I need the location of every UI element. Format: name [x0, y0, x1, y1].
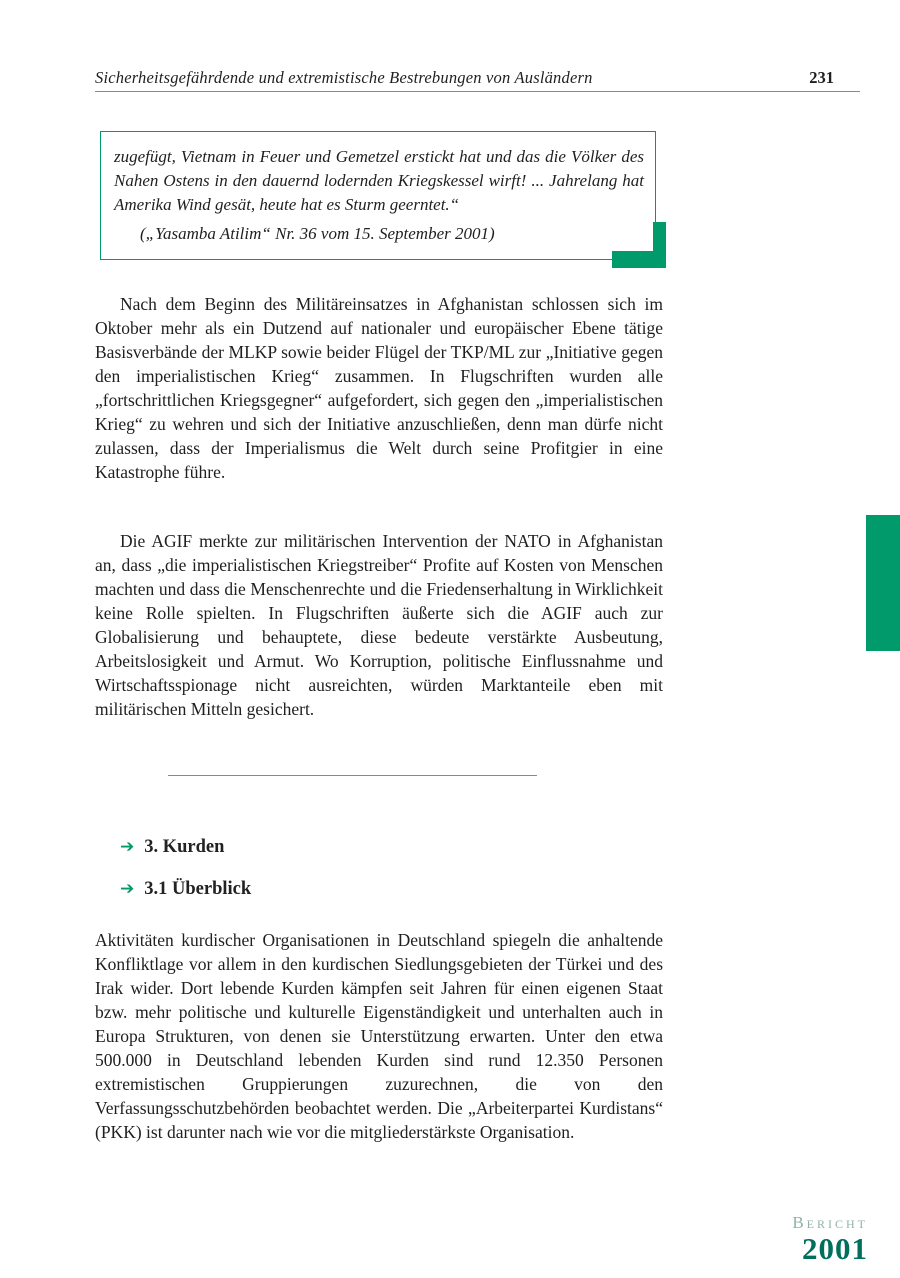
paragraph-kurden-ueberblick: Aktivitäten kurdischer Organisationen in Deutschland spiegeln die anhaltende Konfliktlage vor allem in den kurdischen Siedlungsgebieten der Türkei und des Irak wider. Dort lebende Kurden kämpfen seit Jahren für einen eigenen Staat bzw. mehr politische und kulturelle Eigenständigkeit und unterhalten auch in Europa Strukturen, von denen sie Unterstützung erwarten. Unter den etwa 500.000 in Deutschland lebenden Kurden sind rund 12.350 Personen extremistischen Gruppierungen zuzurechnen, die von den Verfassungsschutzbehörden beobachtet werden. Die „Arbeiterpartei Kurdistans“ (PKK) ist darunter nach wie vor die mitgliederstärkste Organisation.: [95, 930, 663, 1142]
heading-kurden-label: 3. Kurden: [144, 837, 225, 857]
quote-box: [100, 131, 656, 260]
paragraph-militaereinsatz: Nach dem Beginn des Militäreinsatzes in Afghanistan schlossen sich im Oktober mehr als ein Dutzend auf nationaler und europäischer Ebene tätige Basisverbände der MLKP sowie beider Flügel der TKP/ML zur „Initiative gegen den imperialistischen Krieg“ zusammen. In Flugschriften wurden alle „fortschrittlichen Kriegsgegner“ aufgefordert, sich gegen den „imperialistischen Krieg“ zu wehren und sich der Initiative anzuschließen, denn man dürfe nicht zulassen, dass der Imperialismus die Welt durch seine Profitgier in eine Katastrophe führe.: [95, 294, 663, 482]
heading-ueberblick: [120, 879, 251, 900]
paragraph-agif: Die AGIF merkte zur militärischen Intervention der NATO in Afghanistan an, dass „die imperialistischen Kriegstreiber“ Profite auf Kosten von Menschen machten und dass die Menschenrechte und die Friedenserhaltung in Wirklichkeit keine Rolle spielten. In Flugschriften äußerte sich die AGIF auch zur Globalisierung und behauptete, diese bedeute verstärkte Ausbeutung, Arbeitslosigkeit und Armut. Wo Korruption, politische Einflussnahme und Wirtschaftsspionage nicht ausreichten, würden Marktanteile eben mit militärischen Mitteln gesichert.: [95, 531, 663, 719]
running-header: [95, 68, 860, 88]
running-header-title: Sicherheitsgefährdende und extremistische Bestrebungen von Ausländern: [95, 68, 593, 87]
report-logo-year: 2001: [802, 1231, 868, 1266]
header-rule: [95, 91, 860, 92]
page-number: 231: [809, 68, 834, 87]
quote-source: („Yasamba Atilim“ Nr. 36 vom 15. September 2001): [140, 224, 495, 244]
section-tab-marker: [866, 515, 900, 651]
report-logo-label: Bericht: [792, 1213, 868, 1232]
arrow-icon: ➔: [120, 837, 135, 857]
report-logo: [792, 1214, 868, 1264]
quote-box-corner-accent-horizontal: [612, 251, 666, 268]
heading-ueberblick-label: 3.1 Überblick: [144, 879, 252, 899]
section-divider-rule: [168, 775, 537, 776]
heading-kurden: [120, 837, 224, 858]
arrow-icon: ➔: [120, 879, 135, 899]
quote-text: zugefügt, Vietnam in Feuer und Gemetzel erstickt hat und das die Völker des Nahen Ostens in den dauernd lodernden Kriegskessel wirft! ... Jahrelang hat Amerika Wind gesät, heute hat es Sturm geerntet.“: [114, 147, 644, 215]
